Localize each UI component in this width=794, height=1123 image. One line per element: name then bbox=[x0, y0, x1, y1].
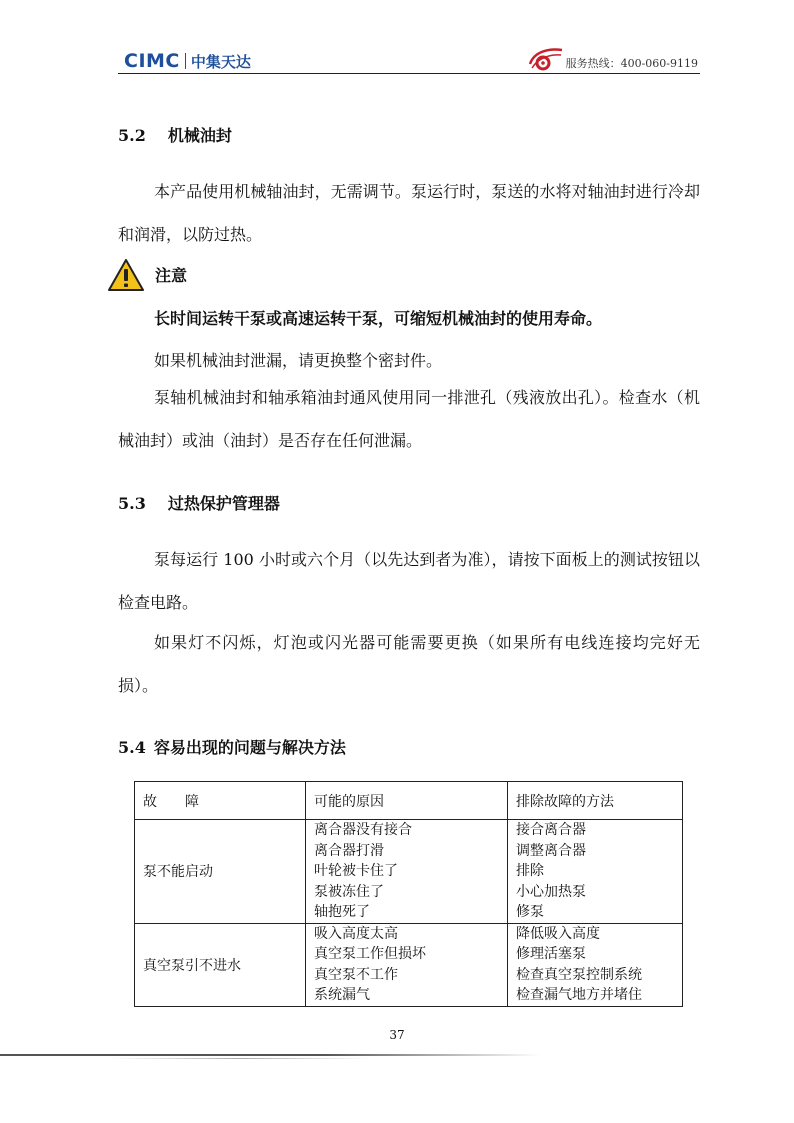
hotline-block bbox=[528, 46, 698, 72]
fault-cell: 泵不能启动 bbox=[135, 820, 306, 924]
remedy-item: 降低吸入高度 bbox=[516, 925, 600, 942]
cause-item: 轴抱死了 bbox=[314, 904, 370, 920]
remedy-item: 检查真空泵控制系统 bbox=[516, 966, 642, 983]
warning-triangle-icon bbox=[107, 258, 145, 292]
paragraph-replace-seal: 如果机械油封泄漏，请更换整个密封件。 bbox=[154, 351, 443, 370]
header-cause: 可能的原因 bbox=[306, 782, 508, 820]
page-header bbox=[118, 40, 700, 76]
cause-item: 泵被冻住了 bbox=[314, 883, 384, 900]
section-title: 机械油封 bbox=[167, 126, 232, 145]
remedy-item: 修理活塞泵 bbox=[516, 946, 586, 962]
hotline-logo-icon bbox=[528, 46, 564, 72]
cause-item: 叶轮被卡住了 bbox=[314, 863, 398, 879]
paragraph-lamp-replace: 如果灯不闪烁，灯泡或闪光器可能需要更换（如果所有电线连接均完好无损）。 bbox=[118, 633, 700, 695]
section-number: 5.2 bbox=[118, 126, 146, 145]
notice-text: 长时间运转干泵或高速运转干泵，可缩短机械油封的使用寿命。 bbox=[154, 309, 603, 328]
cause-item: 真空泵不工作 bbox=[314, 966, 398, 983]
section-title: 容易出现的问题与解决方法 bbox=[153, 738, 346, 757]
section-heading-5-4 bbox=[118, 735, 346, 758]
logo-text-en: CIMC bbox=[124, 50, 180, 72]
header-remedy: 排除故障的方法 bbox=[508, 782, 683, 820]
hotline-text: 服务热线：400-060-9119 bbox=[565, 57, 698, 70]
section-heading-5-2 bbox=[118, 123, 232, 146]
header-rule bbox=[118, 73, 700, 74]
paragraph-drain-hole: 泵轴机械油封和轴承箱油封通风使用同一排泄孔（残液放出孔）。检查水（机械油封）或油（油封）是否存在任何泄漏。 bbox=[118, 388, 700, 450]
logo-text-cn: 中集天达 bbox=[190, 52, 251, 71]
remedy-item: 排除 bbox=[516, 863, 544, 879]
remedy-item: 检查漏气地方并堵住 bbox=[516, 987, 642, 1003]
paragraph-oil-seal-intro: 本产品使用机械轴油封，无需调节。泵运行时，泵送的水将对轴油封进行冷却和润滑，以防过热。 bbox=[118, 182, 700, 244]
header-fault: 故 障 bbox=[135, 782, 306, 820]
cause-item: 吸入高度太高 bbox=[314, 925, 398, 942]
section-title: 过热保护管理器 bbox=[167, 494, 280, 513]
remedies-cell bbox=[508, 923, 683, 1006]
footer-rule-shadow bbox=[110, 1058, 370, 1059]
troubleshooting-table bbox=[134, 781, 683, 1007]
cause-item: 真空泵工作但损坏 bbox=[314, 946, 426, 962]
causes-cell bbox=[306, 923, 508, 1006]
section-heading-5-3 bbox=[118, 491, 280, 514]
remedies-cell bbox=[508, 820, 683, 924]
section-number: 5.4 bbox=[118, 738, 146, 757]
remedy-item: 接合离合器 bbox=[516, 822, 586, 838]
paragraph-test-button: 泵每运行 100 小时或六个月（以先达到者为准），请按下面板上的测试按钮以检查电路。 bbox=[118, 550, 700, 612]
table-row bbox=[135, 923, 683, 1006]
remedy-item: 小心加热泵 bbox=[516, 883, 586, 900]
fault-cell: 真空泵引不进水 bbox=[135, 923, 306, 1006]
remedy-item: 调整离合器 bbox=[516, 842, 586, 859]
page-number: 37 bbox=[389, 1028, 405, 1042]
logo-separator bbox=[185, 53, 186, 69]
cause-item: 离合器没有接合 bbox=[314, 822, 412, 838]
table-row bbox=[135, 820, 683, 924]
remedy-item: 修泵 bbox=[516, 904, 544, 920]
notice-label: 注意 bbox=[155, 266, 188, 285]
footer-rule bbox=[0, 1054, 540, 1056]
causes-cell bbox=[306, 820, 508, 924]
cause-item: 离合器打滑 bbox=[314, 842, 384, 859]
company-logo bbox=[124, 50, 251, 72]
table-header-row bbox=[135, 782, 683, 820]
cause-item: 系统漏气 bbox=[314, 987, 370, 1003]
section-number: 5.3 bbox=[118, 494, 146, 513]
